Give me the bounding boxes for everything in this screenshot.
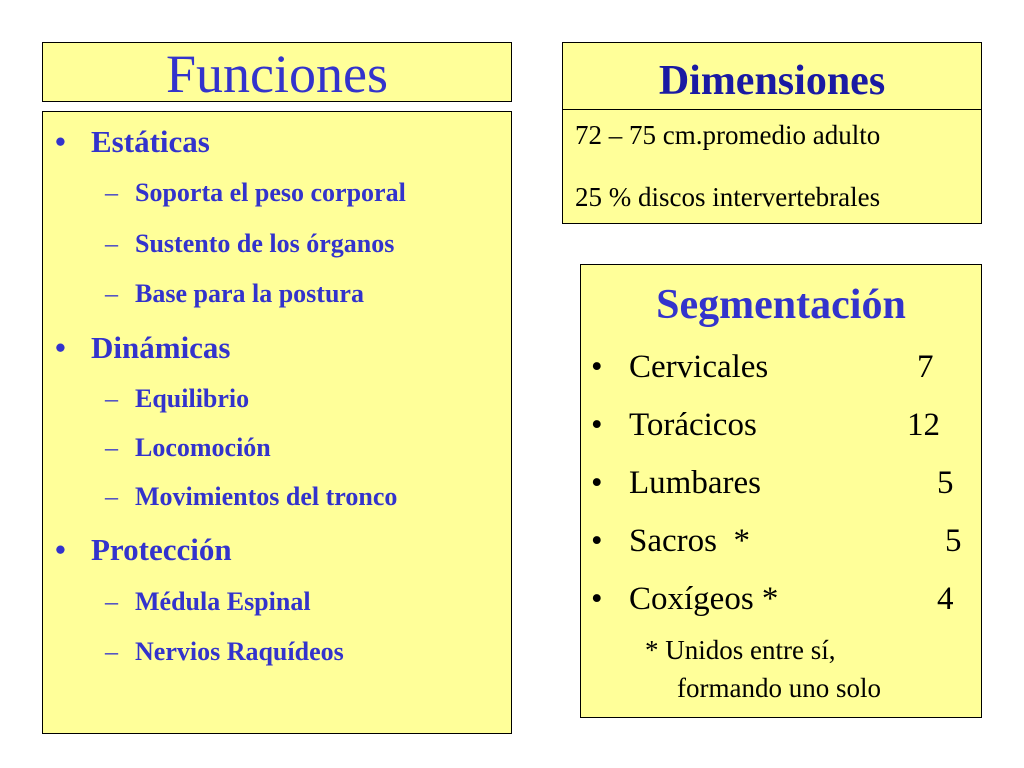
segmentacion-box: [580, 264, 982, 718]
dash-icon: –: [105, 587, 118, 616]
list-item: [105, 229, 394, 259]
dash-icon: –: [105, 637, 118, 666]
bullet-icon: •: [591, 581, 603, 617]
segmentacion-note-line2: formando uno solo: [677, 673, 881, 703]
segmentacion-title: Segmentación: [656, 282, 906, 328]
bullet-icon: •: [55, 532, 66, 567]
dimensiones-title: Dimensiones: [658, 58, 886, 104]
list-item: [105, 637, 344, 667]
dash-icon: –: [105, 433, 118, 462]
item-label: Base para la postura: [135, 279, 364, 308]
bullet-icon: •: [591, 465, 603, 501]
funciones-title: Funciones: [166, 44, 388, 104]
segment-label: Sacros *: [629, 523, 750, 559]
funciones-title-box: [42, 42, 512, 102]
segment-label: Lumbares: [629, 465, 761, 501]
segment-count: 5: [945, 523, 962, 559]
list-item: [591, 465, 971, 502]
list-item: [105, 482, 397, 512]
dimensiones-line: 72 – 75 cm.promedio adulto: [575, 120, 881, 150]
item-label: Locomoción: [135, 433, 271, 462]
group-label: Dinámicas: [91, 330, 231, 365]
dash-icon: –: [105, 384, 118, 413]
funciones-list-box: [42, 111, 512, 734]
item-label: Sustento de los órganos: [135, 229, 395, 258]
segment-count: 5: [937, 465, 954, 501]
list-item: [591, 407, 971, 444]
list-item: [105, 178, 406, 208]
segment-count: 12: [907, 407, 940, 443]
group-proteccion: [55, 532, 232, 568]
segment-label: Coxígeos *: [629, 581, 779, 617]
item-label: Movimientos del tronco: [135, 482, 398, 511]
dimensiones-line: 25 % discos intervertebrales: [575, 182, 881, 212]
segment-count: 4: [937, 581, 954, 617]
segment-label: Cervicales: [629, 349, 769, 385]
segment-label: Torácicos: [629, 407, 757, 443]
group-dinamicas: [55, 330, 231, 366]
item-label: Médula Espinal: [135, 587, 311, 616]
item-label: Equilibrio: [135, 384, 250, 413]
bullet-icon: •: [55, 124, 66, 159]
list-item: [591, 581, 971, 618]
item-label: Nervios Raquídeos: [135, 637, 344, 666]
dash-icon: –: [105, 178, 118, 207]
bullet-icon: •: [591, 523, 603, 559]
bullet-icon: •: [591, 349, 603, 385]
bullet-icon: •: [591, 407, 603, 443]
list-item: [105, 279, 364, 309]
dimensiones-title-box: [562, 42, 982, 110]
list-item: [105, 587, 311, 617]
list-item: [591, 523, 971, 560]
list-item: [591, 349, 971, 386]
segment-count: 7: [917, 349, 934, 385]
list-item: [105, 433, 271, 463]
group-estaticas: [55, 124, 210, 160]
segmentacion-note-line1: * Unidos entre sí,: [645, 635, 836, 665]
bullet-icon: •: [55, 330, 66, 365]
dash-icon: –: [105, 229, 118, 258]
dimensiones-body-box: [562, 110, 982, 224]
group-label: Estáticas: [91, 124, 210, 159]
dash-icon: –: [105, 279, 118, 308]
item-label: Soporta el peso corporal: [135, 178, 406, 207]
group-label: Protección: [91, 532, 232, 567]
dash-icon: –: [105, 482, 118, 511]
list-item: [105, 384, 249, 414]
